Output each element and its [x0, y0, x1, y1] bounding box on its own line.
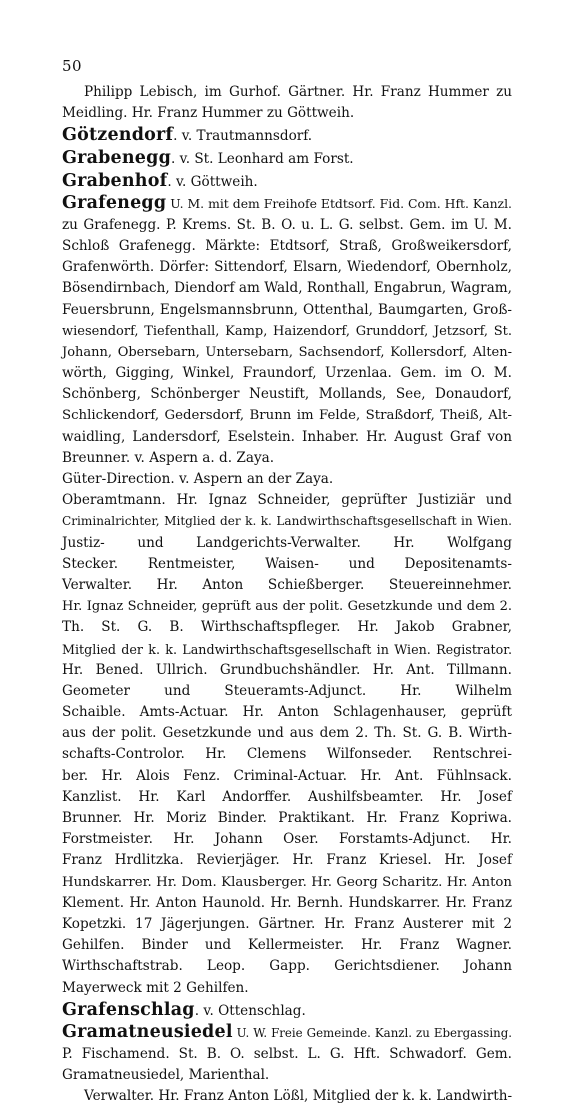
line-text: Gehilfen. Binder und Kellermeister. Hr. Franz Wagner. — [62, 937, 512, 954]
line-text: U. W. Freie Gemeinde. Kanzl. zu Ebergassing. — [232, 1026, 512, 1041]
text-line — [62, 490, 512, 511]
text-line — [62, 787, 512, 808]
text-line — [62, 617, 512, 638]
text-line — [62, 766, 512, 787]
line-text: Kanzlist. Hr. Karl Andorffer. Aushilfsbeamter. Hr. Josef — [62, 788, 512, 805]
place-name: Grabenegg — [62, 147, 172, 168]
line-text: Oberamtmann. Hr. Ignaz Schneider, geprüfter Justiziär und — [62, 492, 512, 509]
place-name: Grafenschlag — [62, 999, 195, 1020]
text-line — [62, 1065, 512, 1086]
text-line — [62, 405, 512, 426]
text-line — [62, 575, 512, 596]
entry-heading-line — [62, 170, 512, 193]
line-text: aus der polit. Gesetzkunde und aus dem 2. Th. St. G. B. Wirth- — [62, 725, 512, 742]
text-line — [62, 660, 512, 681]
line-text: . v. Ottenschlag. — [194, 1002, 306, 1019]
line-text: Bösendirnbach, Diendorf am Wald, Ronthall, Engabrun, Wagram, — [62, 280, 512, 297]
text-line — [62, 1044, 512, 1065]
line-text: . v. Göttweih. — [167, 173, 258, 190]
text-line — [62, 702, 512, 723]
text-line — [62, 82, 512, 103]
directory-text — [62, 82, 512, 1107]
entry-heading-line — [62, 192, 512, 215]
text-line — [62, 363, 512, 384]
place-name: Grabenhof — [62, 170, 168, 191]
text-line — [62, 469, 512, 490]
entry-heading-line — [62, 147, 512, 170]
line-text: Hundskarrer. Hr. Dom. Klausberger. Hr. Georg Scharitz. Hr. Anton — [62, 874, 512, 890]
line-text: Schloß Grafenegg. Märkte: Etdtsorf, Straß, Großweikersdorf, — [62, 237, 512, 254]
line-text: Verwalter. Hr. Anton Schießberger. Steuereinnehmer. — [62, 576, 512, 593]
place-name: Grafenegg — [62, 193, 167, 214]
text-line — [62, 872, 512, 893]
text-line — [62, 744, 512, 765]
text-line — [62, 639, 512, 660]
line-text: ber. Hr. Alois Fenz. Criminal-Actuar. Hr. Ant. Fühlnsack. — [62, 767, 512, 784]
line-text: Criminalrichter, Mitglied der k. k. Landwirthschaftsgesellschaft in Wien. — [62, 514, 512, 529]
text-line — [62, 427, 512, 448]
line-text: Meidling. Hr. Franz Hummer zu Göttweih. — [62, 105, 355, 122]
line-text: . v. St. Leonhard am Forst. — [171, 150, 354, 167]
line-text: Wirthschaftstrab. Leop. Gapp. Gerichtsdiener. Johann — [62, 958, 512, 975]
text-line — [62, 448, 512, 469]
line-text: Gramatneusiedel, Marienthal. — [62, 1067, 270, 1084]
text-line — [62, 956, 512, 977]
text-line — [62, 236, 512, 257]
text-line — [62, 829, 512, 850]
line-text: waidling, Landersdorf, Eselstein. Inhaber. Hr. August Graf von — [62, 428, 512, 445]
line-text: Johann, Obersebarn, Untersebarn, Sachsendorf, Kollersdorf, Alten- — [62, 344, 512, 360]
line-text: Stecker. Rentmeister, Waisen- und Depositenamts- — [62, 555, 512, 572]
line-text: schafts-Controlor. Hr. Clemens Wilfonseder. Rentschrei- — [62, 746, 512, 763]
line-text: . v. Trautmannsdorf. — [173, 128, 313, 145]
text-line — [62, 321, 512, 342]
text-line — [62, 342, 512, 363]
line-text: Kopetzki. 17 Jägerjungen. Gärtner. Hr. Franz Austerer mit 2 — [62, 915, 512, 932]
text-line — [62, 103, 512, 124]
page-number: 50 — [62, 57, 83, 75]
text-line — [62, 215, 512, 236]
place-name: Götzendorf — [62, 125, 174, 146]
text-line — [62, 935, 512, 956]
line-text: Verwalter. Hr. Franz Anton Lößl, Mitglied der k. k. Landwirth- — [84, 1088, 513, 1105]
line-text: Th. St. G. B. Wirthschaftspfleger. Hr. Jakob Grabner, — [62, 619, 512, 636]
text-line — [62, 808, 512, 829]
line-text: Mayerweck mit 2 Gehilfen. — [62, 979, 249, 996]
text-line — [62, 1086, 512, 1107]
line-text: Schönberg, Schönberger Neustift, Mollands, See, Donaudorf, — [62, 386, 512, 403]
line-text: wiesendorf, Tiefenthall, Kamp, Haizendorf, Grunddorf, Jetzsorf, St. — [62, 323, 512, 339]
line-text: Hr. Ignaz Schneider, geprüft aus der polit. Gesetzkunde und dem 2. — [62, 599, 512, 615]
text-line — [62, 511, 512, 532]
text-line — [62, 978, 512, 999]
entry-heading-line — [62, 999, 512, 1022]
line-text: Forstmeister. Hr. Johann Oser. Forstamts-Adjunct. Hr. — [62, 831, 512, 848]
place-name: Gramatneusiedel — [62, 1022, 233, 1043]
text-line — [62, 533, 512, 554]
text-line — [62, 596, 512, 617]
line-text: Breunner. v. Aspern a. d. Zaya. — [62, 449, 275, 466]
text-line — [62, 554, 512, 575]
line-text: zu Grafenegg. P. Krems. St. B. O. u. L. G. selbst. Gem. im U. M. — [62, 216, 512, 233]
line-text: Philipp Lebisch, im Gurhof. Gärtner. Hr. Franz Hummer zu — [84, 84, 512, 100]
line-text: Justiz- und Landgerichts-Verwalter. Hr. Wolfgang — [62, 534, 512, 551]
line-text: P. Fischamend. St. B. O. selbst. L. G. Hft. Schwadorf. Gem. — [62, 1045, 512, 1062]
text-line — [62, 893, 512, 914]
line-text: Mitglied der k. k. Landwirthschaftsgesellschaft in Wien. Registrator. — [62, 641, 512, 657]
line-text: Grafenwörth. Dörfer: Sittendorf, Elsarn, Wiedendorf, Obernholz, — [62, 259, 512, 276]
line-text: U. M. mit dem Freihofe Etdtsorf. Fid. Com. Hft. Kanzl. — [166, 196, 512, 212]
text-line — [62, 681, 512, 702]
entry-heading-line — [62, 1021, 512, 1044]
line-text: Güter-Direction. v. Aspern an der Zaya. — [62, 471, 334, 487]
line-text: Brunner. Hr. Moriz Binder. Praktikant. Hr. Franz Kopriwa. — [62, 810, 512, 826]
line-text: Franz Hrdlitzka. Revierjäger. Hr. Franz Kriesel. Hr. Josef — [62, 852, 512, 869]
entry-heading-line — [62, 124, 512, 147]
line-text: wörth, Gigging, Winkel, Fraundorf, Urzenlaa. Gem. im O. M. — [62, 365, 512, 382]
line-text: Hr. Bened. Ullrich. Grundbuchshändler. Hr. Ant. Tillmann. — [62, 661, 512, 678]
text-line — [62, 384, 512, 405]
line-text: Klement. Hr. Anton Haunold. Hr. Bernh. Hundskarrer. Hr. Franz — [62, 894, 512, 911]
text-line — [62, 257, 512, 278]
text-line — [62, 914, 512, 935]
text-line — [62, 850, 512, 871]
text-line — [62, 723, 512, 744]
line-text: Schaible. Amts-Actuar. Hr. Anton Schlagenhauser, geprüft — [62, 704, 512, 721]
line-text: Schlickendorf, Gedersdorf, Brunn im Felde, Straßdorf, Theiß, Alt- — [62, 408, 512, 424]
line-text: Feuersbrunn, Engelsmannsbrunn, Ottenthal, Baumgarten, Groß- — [62, 301, 512, 318]
text-line — [62, 300, 512, 321]
line-text: Geometer und Steueramts-Adjunct. Hr. Wilhelm — [62, 682, 512, 699]
text-line — [62, 278, 512, 299]
